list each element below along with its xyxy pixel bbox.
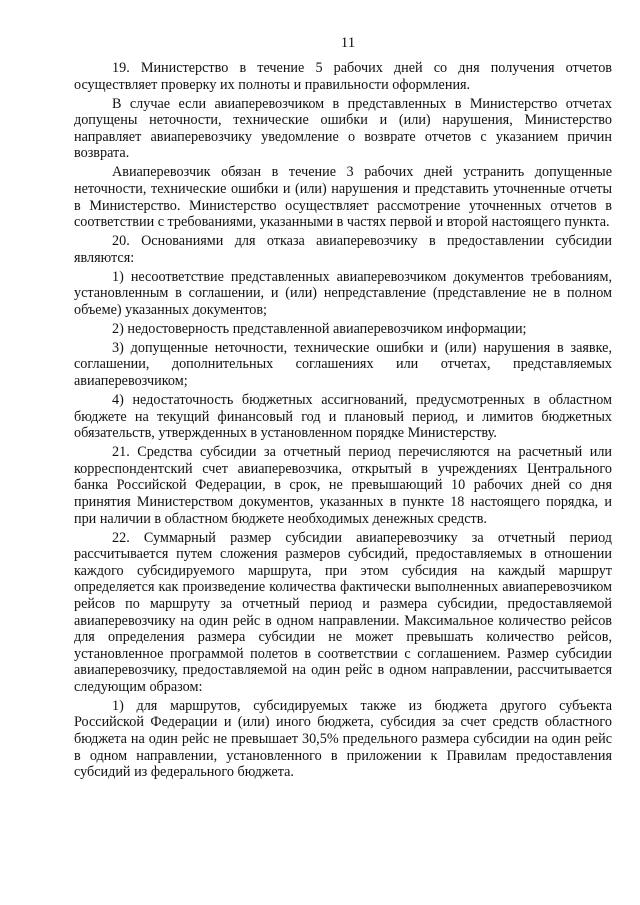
paragraph-22-item-1: 1) для маршрутов, субсидируемых также из бюджета другого субъекта Российской Федерации и (или) иного бюджета, субсидия за счет средств областного бюджета на один рейс не превышает 30,5% предельного размера субсидии на один рейс в одном направлении, установленного в приложении к Правилам предоставления субсидий из федерального бюджета.	[74, 697, 612, 781]
paragraph-19-correction: Авиаперевозчик обязан в течение 3 рабочих дней устранить допущенные неточности, технические ошибки и (или) нарушения и представить уточненные отчеты в Министерство. Министерство осуществляет рассмотрение уточненных отчетов в соответствии с требованиями, указанными в частях первой и второй настоящего пункта.	[74, 164, 612, 231]
paragraph-20-item-4: 4) недостаточность бюджетных ассигнований, предусмотренных в областном бюджете на текущий финансовый год и плановый период, и лимитов бюджетных обязательств, утвержденных в установленном порядке Министерству.	[74, 392, 612, 442]
paragraph-19: 19. Министерство в течение 5 рабочих дней со дня получения отчетов осуществляет проверку их полноты и правильности оформления.	[74, 60, 612, 93]
paragraph-20: 20. Основаниями для отказа авиаперевозчику в предоставлении субсидии являются:	[74, 233, 612, 266]
paragraph-20-item-1: 1) несоответствие представленных авиаперевозчиком документов требованиям, установленным в соглашении, и (или) непредставление (представление не в полном объеме) указанных документов;	[74, 268, 612, 318]
paragraph-20-item-2: 2) недостоверность представленной авиаперевозчиком информации;	[112, 320, 527, 337]
paragraph-20-item-3: 3) допущенные неточности, технические ошибки и (или) нарушения в заявке, соглашении, дополнительных соглашениях или отчетах, представляемых авиаперевозчиком;	[74, 339, 612, 390]
paragraph-19-return: В случае если авиаперевозчиком в представленных в Министерство отчетах допущены неточности, технические ошибки и (или) нарушения, Министерство направляет авиаперевозчику уведомление о возврате отчетов с указанием причин возврата.	[74, 95, 612, 162]
page-number: 11	[340, 35, 356, 51]
paragraph-21: 21. Средства субсидии за отчетный период перечисляются на расчетный или корреспондентский счет авиаперевозчика, открытый в учреждениях Центрального банка Российской Федерации, в срок, не превышающий 10 рабочих дней со дня принятия Министерством документов, указанных в пункте 18 настоящего порядка, и при наличии в областном бюджете необходимых денежных средств.	[74, 444, 612, 527]
paragraph-22: 22. Суммарный размер субсидии авиаперевозчику за отчетный период рассчитывается путем сложения размеров субсидий, предоставляемых в отношении каждого субсидируемого маршрута, при этом субсидия на каждый маршрут определяется как произведение количества фактически выполненных авиаперевозчиком рейсов по маршруту за отчетный период и размера субсидии, предоставляемой авиаперевозчику на один рейс в одном направлении. Максимальное количество рейсов для определения размера субсидии не может превышать количество рейсов, установленное программой полетов в соответствии с соглашением. Размер субсидии авиаперевозчику, предоставляемой на один рейс в одном направлении, рассчитывается следующим образом:	[74, 529, 612, 695]
document-page	[74, 34, 612, 783]
